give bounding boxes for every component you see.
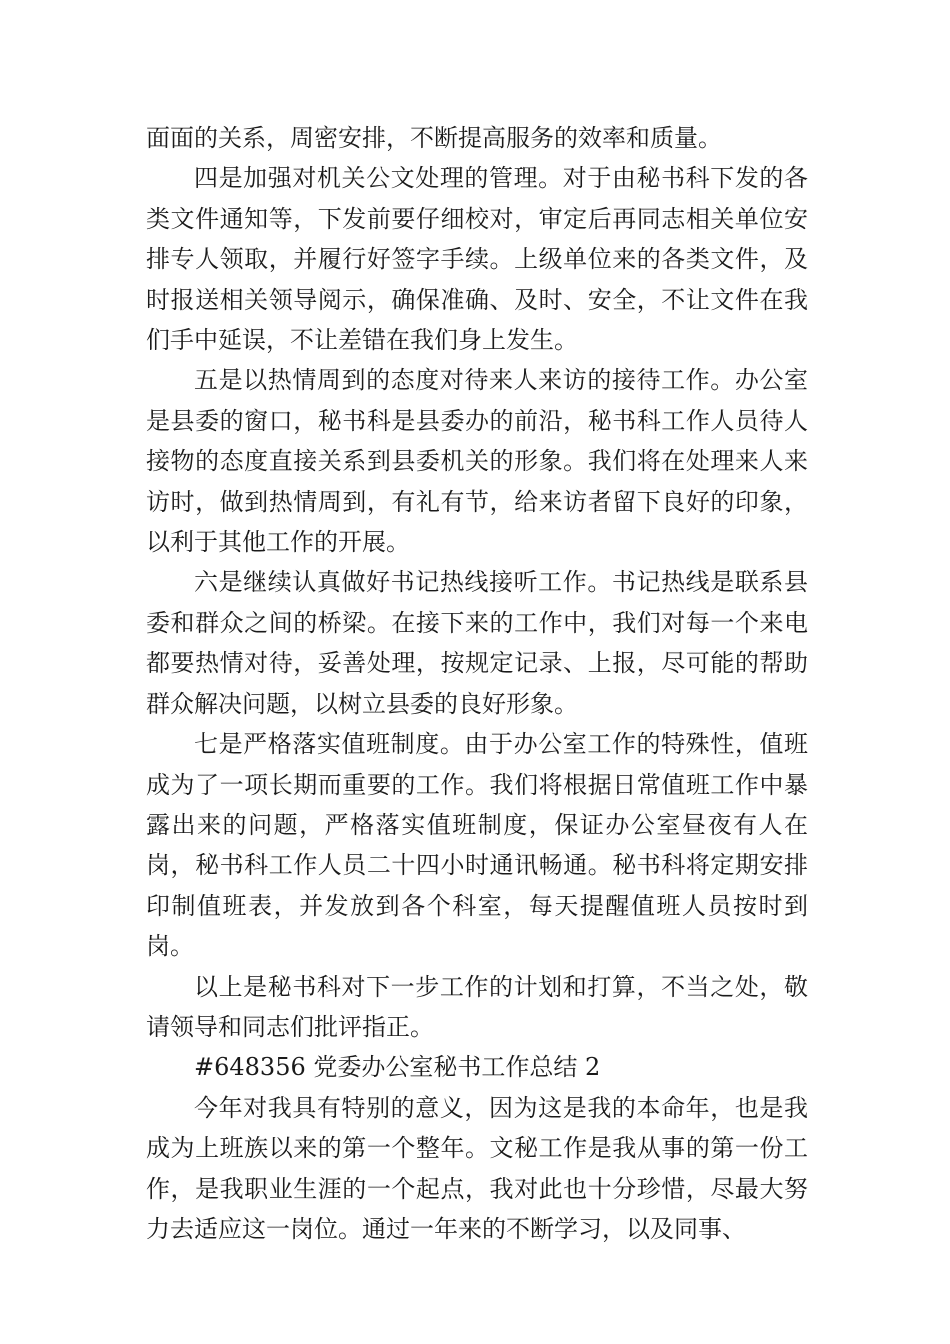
paragraph-visitor-reception: 五是以热情周到的态度对待来人来访的接待工作。办公室是县委的窗口，秘书科是县委办的前沿，秘书科工作人员待人接物的态度直接关系到县委机关的形象。我们将在处理来人来访时，做到热情周到，有礼有节，给来访者留下良好的印象，以利于其他工作的开展。 [146,366,808,557]
paragraph-continuation: 面面的关系，周密安排，不断提高服务的效率和质量。 [146,124,722,152]
section-heading: #648356 党委办公室秘书工作总结 2 [194,1053,601,1082]
paragraph-hotline: 六是继续认真做好书记热线接听工作。书记热线是联系县委和群众之间的桥梁。在接下来的工作中，我们对每一个来电都要热情对待，妥善处理，按规定记录、上报，尽可能的帮助群众解决问题，以树立县委的良好形象。 [146,568,808,718]
paragraph-closing: 以上是秘书科对下一步工作的计划和打算，不当之处，敬请领导和同志们批评指正。 [146,972,808,1041]
paragraph-summary-intro: 今年对我具有特别的意义，因为这是我的本命年，也是我成为上班族以来的第一个整年。文秘工作是我从事的第一份工作，是我职业生涯的一个起点，我对此也十分珍惜，尽最大努力去适应这一岗位。通过一年来的不断学习，以及同事、 [146,1093,808,1243]
document-body [146,118,808,1249]
paragraph-duty-system: 七是严格落实值班制度。由于办公室工作的特殊性，值班成为了一项长期而重要的工作。我们将根据日常值班工作中暴露出来的问题，严格落实值班制度，保证办公室昼夜有人在岗，秘书科工作人员二十四小时通讯畅通。秘书科将定期安排印制值班表，并发放到各个科室，每天提醒值班人员按时到岗。 [146,730,808,961]
paragraph-document-handling: 四是加强对机关公文处理的管理。对于由秘书科下发的各类文件通知等，下发前要仔细校对，审定后再同志相关单位安排专人领取，并履行好签字手续。上级单位来的各类文件，及时报送相关领导阅示，确保准确、及时、安全，不让文件在我们手中延误，不让差错在我们身上发生。 [146,164,808,355]
